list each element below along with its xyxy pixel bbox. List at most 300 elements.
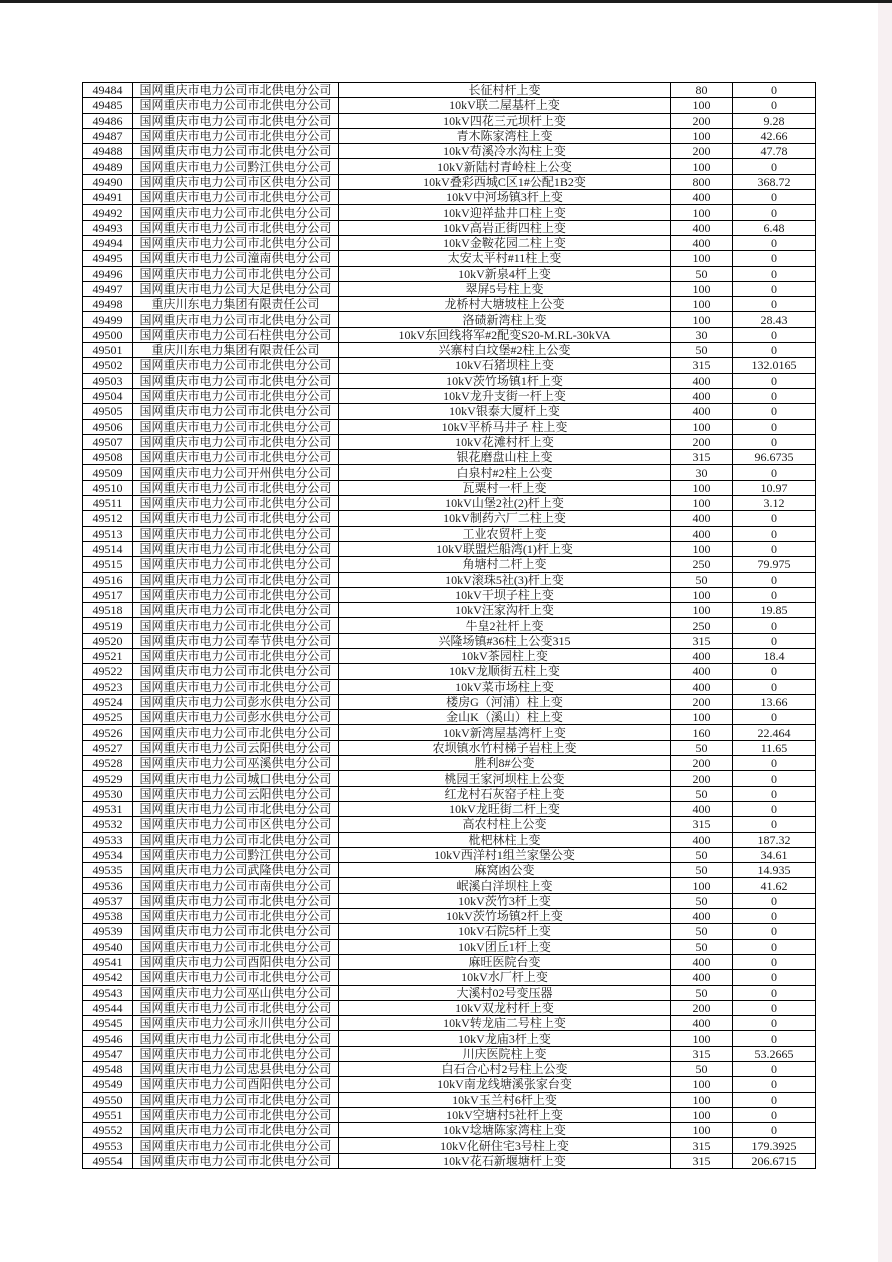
cell-record-id: 49553 — [83, 1138, 133, 1153]
cell-station-name: 10kV双龙村杆上变 — [339, 1000, 671, 1015]
cell-company-name: 国网重庆市电力公司市北供电分公司 — [133, 725, 339, 740]
table-row — [83, 511, 816, 526]
cell-capacity: 100 — [671, 603, 733, 618]
cell-station-name: 10kV团丘1杆上变 — [339, 939, 671, 954]
table-row — [83, 281, 816, 296]
cell-capacity: 160 — [671, 725, 733, 740]
table-row — [83, 771, 816, 786]
cell-station-name: 10kV茶园柱上变 — [339, 648, 671, 663]
cell-company-name: 国网重庆市电力公司市北供电分公司 — [133, 312, 339, 327]
cell-load-value: 0 — [733, 1077, 816, 1092]
table-row — [83, 465, 816, 480]
cell-capacity: 200 — [671, 771, 733, 786]
cell-capacity: 200 — [671, 694, 733, 709]
cell-company-name: 国网重庆市电力公司市北供电分公司 — [133, 939, 339, 954]
cell-capacity: 200 — [671, 434, 733, 449]
cell-record-id: 49552 — [83, 1123, 133, 1138]
cell-station-name: 10kV制药六厂二柱上变 — [339, 511, 671, 526]
cell-load-value: 22.464 — [733, 725, 816, 740]
cell-record-id: 49499 — [83, 312, 133, 327]
cell-company-name: 国网重庆市电力公司市北供电分公司 — [133, 603, 339, 618]
cell-capacity: 100 — [671, 128, 733, 143]
cell-record-id: 49494 — [83, 235, 133, 250]
table-row — [83, 1107, 816, 1122]
cell-capacity: 400 — [671, 388, 733, 403]
cell-station-name: 工业农贸杆上变 — [339, 526, 671, 541]
cell-station-name: 10kV平桥马井子 柱上变 — [339, 419, 671, 434]
cell-record-id: 49524 — [83, 694, 133, 709]
cell-company-name: 国网重庆市电力公司市南供电分公司 — [133, 878, 339, 893]
table-row — [83, 603, 816, 618]
table-row — [83, 694, 816, 709]
table-row — [83, 618, 816, 633]
cell-record-id: 49495 — [83, 251, 133, 266]
cell-load-value: 47.78 — [733, 144, 816, 159]
table-row — [83, 1046, 816, 1061]
cell-company-name: 国网重庆市电力公司市北供电分公司 — [133, 1153, 339, 1168]
cell-record-id: 49508 — [83, 450, 133, 465]
cell-record-id: 49510 — [83, 480, 133, 495]
cell-record-id: 49537 — [83, 893, 133, 908]
cell-company-name: 国网重庆市电力公司市区供电分公司 — [133, 174, 339, 189]
cell-record-id: 49548 — [83, 1062, 133, 1077]
cell-load-value: 0 — [733, 954, 816, 969]
cell-capacity: 200 — [671, 756, 733, 771]
cell-capacity: 50 — [671, 343, 733, 358]
cell-station-name: 10kV新湾屋基湾杆上变 — [339, 725, 671, 740]
cell-load-value: 0 — [733, 190, 816, 205]
cell-capacity: 50 — [671, 893, 733, 908]
cell-record-id: 49549 — [83, 1077, 133, 1092]
cell-company-name: 国网重庆市电力公司忠县供电分公司 — [133, 1062, 339, 1077]
table-row — [83, 557, 816, 572]
table-row — [83, 1123, 816, 1138]
cell-load-value: 11.65 — [733, 740, 816, 755]
cell-load-value: 34.61 — [733, 847, 816, 862]
cell-capacity: 315 — [671, 633, 733, 648]
cell-capacity: 100 — [671, 878, 733, 893]
cell-company-name: 国网重庆市电力公司市北供电分公司 — [133, 1000, 339, 1015]
cell-record-id: 49487 — [83, 128, 133, 143]
cell-capacity: 100 — [671, 587, 733, 602]
table-row — [83, 801, 816, 816]
cell-record-id: 49523 — [83, 679, 133, 694]
page-top-border — [0, 0, 892, 3]
table-row — [83, 1016, 816, 1031]
cell-load-value: 0 — [733, 664, 816, 679]
cell-capacity: 400 — [671, 373, 733, 388]
cell-record-id: 49514 — [83, 541, 133, 556]
cell-company-name: 国网重庆市电力公司市北供电分公司 — [133, 526, 339, 541]
cell-record-id: 49516 — [83, 572, 133, 587]
cell-load-value: 0 — [733, 909, 816, 924]
cell-station-name: 岷溪白洋坝柱上变 — [339, 878, 671, 893]
cell-load-value: 0 — [733, 618, 816, 633]
cell-station-name: 10kV金鞍花园二柱上变 — [339, 235, 671, 250]
table-row — [83, 541, 816, 556]
table-row — [83, 1138, 816, 1153]
table-row — [83, 373, 816, 388]
cell-load-value: 41.62 — [733, 878, 816, 893]
cell-station-name: 青木陈家湾柱上变 — [339, 128, 671, 143]
cell-capacity: 100 — [671, 251, 733, 266]
cell-load-value: 3.12 — [733, 496, 816, 511]
cell-station-name: 红龙村石灰窑子柱上变 — [339, 786, 671, 801]
cell-station-name: 10kV花滩村杆上变 — [339, 434, 671, 449]
cell-company-name: 国网重庆市电力公司市北供电分公司 — [133, 1031, 339, 1046]
table-row — [83, 388, 816, 403]
table-row — [83, 251, 816, 266]
cell-capacity: 100 — [671, 419, 733, 434]
cell-load-value: 0 — [733, 633, 816, 648]
cell-capacity: 100 — [671, 1077, 733, 1092]
cell-station-name: 10kV龙顺街五柱上变 — [339, 664, 671, 679]
table-row — [83, 220, 816, 235]
table-row — [83, 358, 816, 373]
cell-capacity: 400 — [671, 648, 733, 663]
table-row — [83, 1077, 816, 1092]
cell-company-name: 国网重庆市电力公司市北供电分公司 — [133, 1138, 339, 1153]
cell-company-name: 国网重庆市电力公司市北供电分公司 — [133, 144, 339, 159]
table-row — [83, 526, 816, 541]
cell-record-id: 49507 — [83, 434, 133, 449]
table-row — [83, 572, 816, 587]
cell-station-name: 牛皇2社杆上变 — [339, 618, 671, 633]
cell-capacity: 100 — [671, 541, 733, 556]
cell-station-name: 10kV西洋村1组兰家堡公变 — [339, 847, 671, 862]
cell-capacity: 400 — [671, 909, 733, 924]
cell-record-id: 49539 — [83, 924, 133, 939]
cell-company-name: 国网重庆市电力公司市北供电分公司 — [133, 450, 339, 465]
cell-company-name: 国网重庆市电力公司黔江供电分公司 — [133, 159, 339, 174]
cell-company-name: 国网重庆市电力公司彭水供电分公司 — [133, 694, 339, 709]
cell-record-id: 49492 — [83, 205, 133, 220]
cell-load-value: 0 — [733, 419, 816, 434]
cell-station-name: 兴寨村白坟堡#2柱上公变 — [339, 343, 671, 358]
cell-record-id: 49530 — [83, 786, 133, 801]
cell-company-name: 重庆川东电力集团有限责任公司 — [133, 297, 339, 312]
table-row — [83, 128, 816, 143]
cell-record-id: 49533 — [83, 832, 133, 847]
cell-load-value: 0 — [733, 679, 816, 694]
cell-capacity: 400 — [671, 220, 733, 235]
cell-capacity: 400 — [671, 970, 733, 985]
cell-company-name: 国网重庆市电力公司市北供电分公司 — [133, 832, 339, 847]
cell-capacity: 50 — [671, 1062, 733, 1077]
cell-station-name: 10kV联盟烂船湾(1)杆上变 — [339, 541, 671, 556]
cell-record-id: 49544 — [83, 1000, 133, 1015]
table-row — [83, 190, 816, 205]
cell-record-id: 49536 — [83, 878, 133, 893]
table-row — [83, 1092, 816, 1107]
cell-station-name: 10kV空塘村5社杆上变 — [339, 1107, 671, 1122]
cell-capacity: 400 — [671, 832, 733, 847]
table-row — [83, 939, 816, 954]
cell-company-name: 国网重庆市电力公司开州供电分公司 — [133, 465, 339, 480]
cell-capacity: 100 — [671, 1031, 733, 1046]
cell-capacity: 100 — [671, 312, 733, 327]
cell-capacity: 100 — [671, 297, 733, 312]
table-row — [83, 297, 816, 312]
table-row — [83, 480, 816, 495]
cell-capacity: 315 — [671, 1138, 733, 1153]
cell-record-id: 49535 — [83, 863, 133, 878]
cell-load-value: 0 — [733, 266, 816, 281]
cell-capacity: 400 — [671, 404, 733, 419]
cell-station-name: 高农村柱上公变 — [339, 817, 671, 832]
cell-capacity: 100 — [671, 205, 733, 220]
cell-record-id: 49538 — [83, 909, 133, 924]
cell-load-value: 0 — [733, 1092, 816, 1107]
cell-station-name: 10kV银泰大厦杆上变 — [339, 404, 671, 419]
cell-load-value: 0 — [733, 924, 816, 939]
cell-record-id: 49509 — [83, 465, 133, 480]
cell-load-value: 0 — [733, 541, 816, 556]
cell-record-id: 49534 — [83, 847, 133, 862]
cell-capacity: 250 — [671, 557, 733, 572]
cell-capacity: 400 — [671, 954, 733, 969]
cell-record-id: 49522 — [83, 664, 133, 679]
cell-station-name: 10kV叠彩西城C区1#公配1B2变 — [339, 174, 671, 189]
cell-company-name: 国网重庆市电力公司市北供电分公司 — [133, 801, 339, 816]
table-row — [83, 1031, 816, 1046]
cell-company-name: 国网重庆市电力公司酉阳供电分公司 — [133, 954, 339, 969]
cell-record-id: 49496 — [83, 266, 133, 281]
cell-company-name: 国网重庆市电力公司市北供电分公司 — [133, 970, 339, 985]
cell-load-value: 53.2665 — [733, 1046, 816, 1061]
cell-load-value: 0 — [733, 159, 816, 174]
cell-company-name: 国网重庆市电力公司云阳供电分公司 — [133, 786, 339, 801]
table-row — [83, 496, 816, 511]
cell-capacity: 400 — [671, 679, 733, 694]
table-row — [83, 235, 816, 250]
cell-company-name: 国网重庆市电力公司市北供电分公司 — [133, 404, 339, 419]
table-row — [83, 648, 816, 663]
cell-record-id: 49501 — [83, 343, 133, 358]
cell-capacity: 100 — [671, 480, 733, 495]
cell-load-value: 0 — [733, 970, 816, 985]
cell-record-id: 49529 — [83, 771, 133, 786]
cell-capacity: 400 — [671, 801, 733, 816]
cell-station-name: 楼房G（河浦）柱上变 — [339, 694, 671, 709]
table-row — [83, 312, 816, 327]
cell-load-value: 0 — [733, 572, 816, 587]
cell-record-id: 49515 — [83, 557, 133, 572]
table-row — [83, 404, 816, 419]
cell-company-name: 国网重庆市电力公司市北供电分公司 — [133, 893, 339, 908]
cell-capacity: 80 — [671, 83, 733, 98]
cell-capacity: 100 — [671, 1123, 733, 1138]
table-row — [83, 725, 816, 740]
table-row — [83, 878, 816, 893]
cell-company-name: 国网重庆市电力公司市北供电分公司 — [133, 1046, 339, 1061]
cell-station-name: 大溪村02号变压器 — [339, 985, 671, 1000]
cell-record-id: 49545 — [83, 1016, 133, 1031]
cell-capacity: 400 — [671, 664, 733, 679]
cell-station-name: 白泉村#2柱上公变 — [339, 465, 671, 480]
cell-company-name: 国网重庆市电力公司市区供电分公司 — [133, 817, 339, 832]
cell-load-value: 0 — [733, 587, 816, 602]
cell-station-name: 胜利8#公变 — [339, 756, 671, 771]
table-row — [83, 1000, 816, 1015]
cell-capacity: 30 — [671, 327, 733, 342]
cell-capacity: 50 — [671, 863, 733, 878]
table-row — [83, 1153, 816, 1168]
cell-company-name: 国网重庆市电力公司市北供电分公司 — [133, 266, 339, 281]
cell-capacity: 100 — [671, 1092, 733, 1107]
cell-load-value: 0 — [733, 771, 816, 786]
cell-station-name: 10kV中河场镇3杆上变 — [339, 190, 671, 205]
cell-station-name: 10kV茨竹场镇1杆上变 — [339, 373, 671, 388]
cell-station-name: 金山K（溪山）柱上变 — [339, 710, 671, 725]
cell-record-id: 49505 — [83, 404, 133, 419]
table-row — [83, 710, 816, 725]
cell-company-name: 国网重庆市电力公司市北供电分公司 — [133, 496, 339, 511]
table-row — [83, 419, 816, 434]
cell-capacity: 100 — [671, 1107, 733, 1122]
cell-company-name: 国网重庆市电力公司市北供电分公司 — [133, 557, 339, 572]
cell-station-name: 10kV龙庙3杆上变 — [339, 1031, 671, 1046]
cell-company-name: 国网重庆市电力公司市北供电分公司 — [133, 1092, 339, 1107]
cell-company-name: 国网重庆市电力公司市北供电分公司 — [133, 388, 339, 403]
table-body — [83, 83, 816, 1169]
cell-load-value: 0 — [733, 756, 816, 771]
cell-record-id: 49554 — [83, 1153, 133, 1168]
cell-capacity: 100 — [671, 496, 733, 511]
cell-load-value: 187.32 — [733, 832, 816, 847]
cell-station-name: 10kV苟溪冷水沟柱上变 — [339, 144, 671, 159]
cell-load-value: 0 — [733, 327, 816, 342]
cell-record-id: 49551 — [83, 1107, 133, 1122]
cell-load-value: 0 — [733, 1123, 816, 1138]
cell-load-value: 0 — [733, 388, 816, 403]
cell-capacity: 400 — [671, 526, 733, 541]
cell-load-value: 0 — [733, 404, 816, 419]
cell-station-name: 角塘村二杆上变 — [339, 557, 671, 572]
table-row — [83, 587, 816, 602]
table-row — [83, 83, 816, 98]
cell-company-name: 国网重庆市电力公司市北供电分公司 — [133, 190, 339, 205]
cell-station-name: 10kV四花三元坝杆上变 — [339, 113, 671, 128]
table-row — [83, 343, 816, 358]
cell-station-name: 翠屏5号柱上变 — [339, 281, 671, 296]
cell-load-value: 0 — [733, 1016, 816, 1031]
table-row — [83, 633, 816, 648]
cell-record-id: 49486 — [83, 113, 133, 128]
cell-company-name: 国网重庆市电力公司城口供电分公司 — [133, 771, 339, 786]
cell-station-name: 10kV花石新堰塘杆上变 — [339, 1153, 671, 1168]
cell-capacity: 315 — [671, 358, 733, 373]
cell-load-value: 0 — [733, 893, 816, 908]
table-row — [83, 98, 816, 113]
cell-load-value: 96.6735 — [733, 450, 816, 465]
cell-company-name: 国网重庆市电力公司市北供电分公司 — [133, 98, 339, 113]
cell-load-value: 0 — [733, 511, 816, 526]
cell-station-name: 10kV茨竹3杆上变 — [339, 893, 671, 908]
table-row — [83, 909, 816, 924]
cell-load-value: 206.6715 — [733, 1153, 816, 1168]
cell-station-name: 太安太平村#11柱上变 — [339, 251, 671, 266]
cell-record-id: 49512 — [83, 511, 133, 526]
cell-load-value: 0 — [733, 373, 816, 388]
cell-station-name: 10kV联二屋基杆上变 — [339, 98, 671, 113]
cell-record-id: 49531 — [83, 801, 133, 816]
cell-capacity: 400 — [671, 235, 733, 250]
cell-station-name: 10kV龙升支街一杆上变 — [339, 388, 671, 403]
cell-capacity: 50 — [671, 924, 733, 939]
cell-record-id: 49500 — [83, 327, 133, 342]
table-row — [83, 174, 816, 189]
cell-station-name: 龙桥村大塘坡柱上公变 — [339, 297, 671, 312]
table-row — [83, 679, 816, 694]
cell-station-name: 农坝镇水竹村梯子岩柱上变 — [339, 740, 671, 755]
cell-load-value: 18.4 — [733, 648, 816, 663]
table-row — [83, 847, 816, 862]
cell-company-name: 国网重庆市电力公司市北供电分公司 — [133, 587, 339, 602]
cell-capacity: 315 — [671, 1046, 733, 1061]
table-row — [83, 1062, 816, 1077]
table-row — [83, 266, 816, 281]
cell-company-name: 国网重庆市电力公司市北供电分公司 — [133, 1123, 339, 1138]
cell-load-value: 0 — [733, 526, 816, 541]
cell-capacity: 315 — [671, 1153, 733, 1168]
cell-station-name: 银花磨盘山柱上变 — [339, 450, 671, 465]
table-row — [83, 954, 816, 969]
cell-station-name: 10kV汪家沟杆上变 — [339, 603, 671, 618]
cell-load-value: 0 — [733, 1062, 816, 1077]
cell-capacity: 800 — [671, 174, 733, 189]
cell-capacity: 50 — [671, 985, 733, 1000]
cell-station-name: 10kV化研住宅3号柱上变 — [339, 1138, 671, 1153]
cell-record-id: 49520 — [83, 633, 133, 648]
cell-load-value: 0 — [733, 710, 816, 725]
cell-record-id: 49485 — [83, 98, 133, 113]
cell-load-value: 28.43 — [733, 312, 816, 327]
cell-company-name: 国网重庆市电力公司永川供电分公司 — [133, 1016, 339, 1031]
cell-record-id: 49488 — [83, 144, 133, 159]
cell-station-name: 10kV高岩正街四柱上变 — [339, 220, 671, 235]
cell-load-value: 0 — [733, 1000, 816, 1015]
cell-record-id: 49541 — [83, 954, 133, 969]
cell-capacity: 200 — [671, 1000, 733, 1015]
cell-company-name: 国网重庆市电力公司市北供电分公司 — [133, 909, 339, 924]
cell-load-value: 19.85 — [733, 603, 816, 618]
table-row — [83, 863, 816, 878]
cell-company-name: 国网重庆市电力公司市北供电分公司 — [133, 113, 339, 128]
cell-record-id: 49502 — [83, 358, 133, 373]
table-row — [83, 450, 816, 465]
cell-company-name: 国网重庆市电力公司市北供电分公司 — [133, 679, 339, 694]
cell-company-name: 国网重庆市电力公司潼南供电分公司 — [133, 251, 339, 266]
table-row — [83, 159, 816, 174]
cell-record-id: 49506 — [83, 419, 133, 434]
cell-load-value: 0 — [733, 817, 816, 832]
cell-load-value: 0 — [733, 1031, 816, 1046]
table-row — [83, 985, 816, 1000]
page-right-edge-strip — [878, 3, 892, 1262]
cell-station-name: 桃园王家河坝柱上公变 — [339, 771, 671, 786]
cell-capacity: 50 — [671, 740, 733, 755]
cell-company-name: 国网重庆市电力公司市北供电分公司 — [133, 572, 339, 587]
table-row — [83, 327, 816, 342]
cell-company-name: 国网重庆市电力公司巫溪供电分公司 — [133, 756, 339, 771]
cell-capacity: 100 — [671, 159, 733, 174]
cell-station-name: 10kV新泉4杆上变 — [339, 266, 671, 281]
cell-load-value: 10.97 — [733, 480, 816, 495]
cell-record-id: 49547 — [83, 1046, 133, 1061]
cell-station-name: 10kV迎祥盐井口柱上变 — [339, 205, 671, 220]
cell-company-name: 国网重庆市电力公司奉节供电分公司 — [133, 633, 339, 648]
